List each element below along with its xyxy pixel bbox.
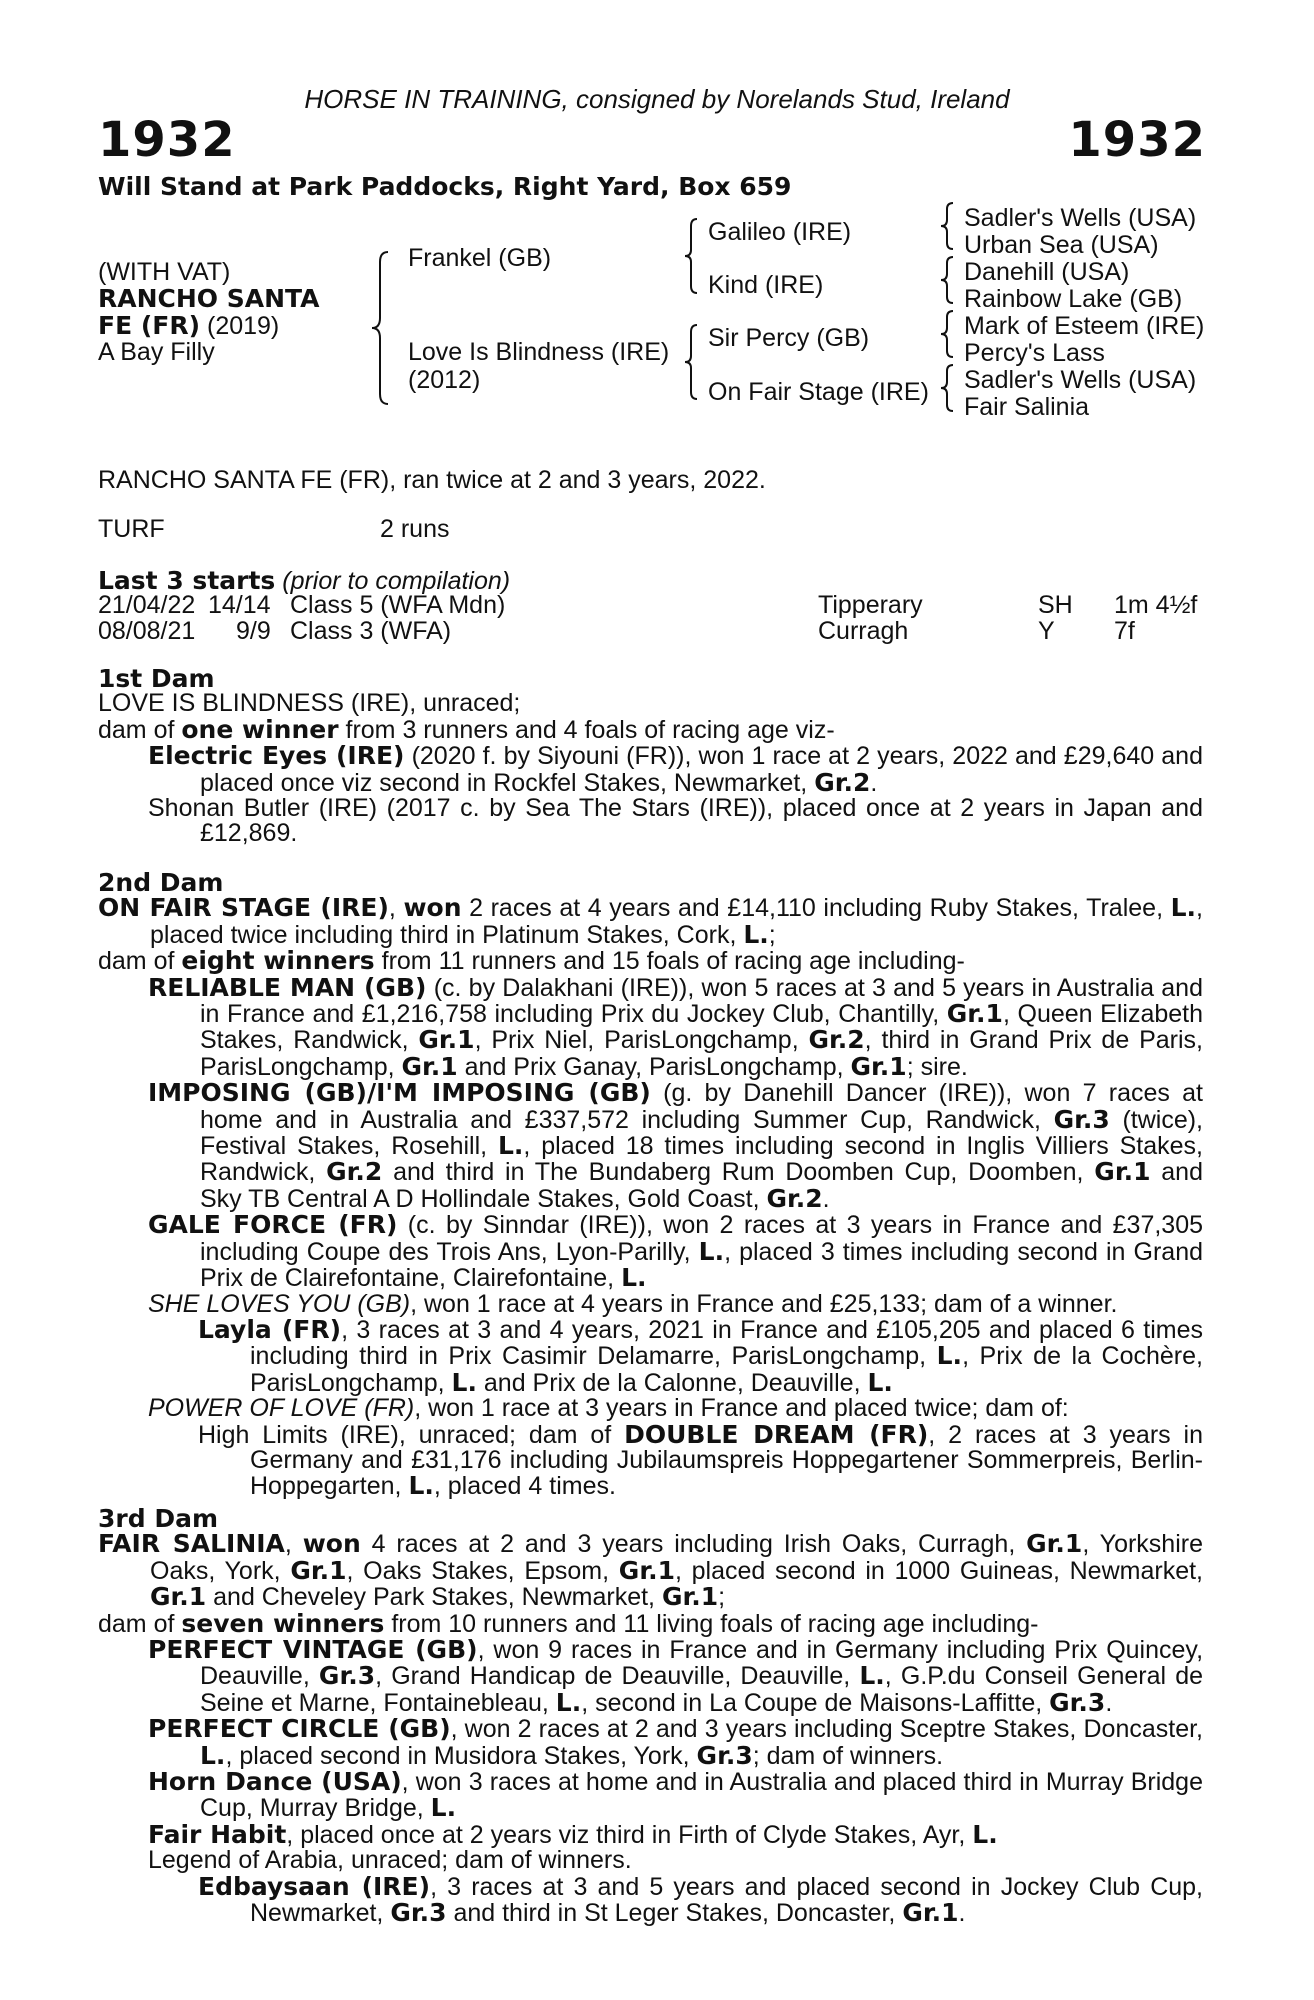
pedigree-brace-main xyxy=(368,248,394,408)
dam-sire: Sir Percy (GB) xyxy=(708,324,870,352)
ggs-1: Sadler's Wells (USA) xyxy=(964,204,1197,232)
start-row-2-race: Class 3 (WFA) xyxy=(290,617,452,645)
start-row-2-dist: 7f xyxy=(1114,617,1135,645)
ggs-8: Fair Salinia xyxy=(964,393,1090,421)
first-dam-heading: 1st Dam xyxy=(98,664,215,693)
second-dam-progeny-2: IMPOSING (GB)/I'M IMPOSING (GB) (g. by Danehill Dancer (IRE)), won 7 races at home and in Australia and £337,572 including Summer Cup, Randwick, Gr.3 (twice), Festival Stakes, Rosehill, L., placed 18 times including second in Inglis Villiers Stakes, Randwick, Gr.2 and third in The Bundaberg Rum Doomben Cup, Doomben, Gr.1 and Sky TB Central A D Hollindale Stakes, Gold Coast, Gr.2. xyxy=(148,1078,1204,1213)
pedigree-brace-dam xyxy=(682,322,702,402)
pedigree-brace-g1 xyxy=(938,200,958,252)
third-dam-section xyxy=(98,1506,1203,1927)
second-dam-grandprogeny-2: High Limits (IRE), unraced; dam of DOUBLE DREAM (FR), 2 races at 3 years in Germany and £31,176 including Jubilaumspreis Hoppegartener Sommerpreis, Berlin-Hoppegarten, L., placed 4 times. xyxy=(198,1419,1203,1501)
sire-sire: Galileo (IRE) xyxy=(708,218,852,246)
start-row-1-course: Tipperary xyxy=(818,591,923,619)
first-dam-progeny-2: Shonan Butler (IRE) (2017 c. by Sea The Stars (IRE)), placed once at 2 years in Japan and £12,869. xyxy=(148,794,1203,848)
ggs-4: Rainbow Lake (GB) xyxy=(964,285,1183,313)
start-row-1-going: SH xyxy=(1038,591,1073,619)
third-dam-progeny-1: PERFECT VINTAGE (GB), won 9 races in France and in Germany including Prix Quincey, Deauville, Gr.3, Grand Handicap de Deauville, Deauville, L., G.P.du Conseil General de Seine et Marne, Fontainebleau, L., second in La Coupe de Maisons-Laffitte, Gr.3. xyxy=(148,1635,1204,1717)
lot-number-left: 1932 xyxy=(98,112,236,168)
sire-dam: Kind (IRE) xyxy=(708,271,824,299)
third-dam-record: FAIR SALINIA, won 4 races at 2 and 3 years including Irish Oaks, Curragh, Gr.1, Yorkshire Oaks, York, Gr.1, Oaks Stakes, Epsom, Gr.1, placed second in 1000 Guineas, Newmarket, Gr.1 and Cheveley Park Stakes, Newmarket, Gr.1; xyxy=(98,1529,1203,1612)
third-dam-heading: 3rd Dam xyxy=(98,1504,218,1533)
start-row-2-course: Curragh xyxy=(818,617,909,645)
ggs-2: Urban Sea (USA) xyxy=(964,231,1159,259)
stand-location: Will Stand at Park Paddocks, Right Yard, Box 659 xyxy=(98,172,792,201)
race-summary: RANCHO SANTA FE (FR), ran twice at 2 and 3 years, 2022. xyxy=(98,466,766,494)
dam-name: Love Is Blindness (IRE) xyxy=(408,338,670,366)
third-dam-grandprogeny-1: Edbaysaan (IRE), 3 races at 3 and 5 years and placed second in Jockey Club Cup, Newmarket, Gr.3 and third in St Leger Stakes, Doncaster, Gr.1. xyxy=(198,1871,1204,1928)
first-dam-line: LOVE IS BLINDNESS (IRE), unraced; xyxy=(98,689,521,718)
second-dam-heading: 2nd Dam xyxy=(98,868,224,897)
dam-dam: On Fair Stage (IRE) xyxy=(708,378,929,406)
third-dam-produce-line: dam of seven winners from 10 runners and 11 living foals of racing age including- xyxy=(98,1608,1039,1638)
start-row-1-dist: 1m 4½f xyxy=(1114,591,1198,619)
last-starts-title: Last 3 starts xyxy=(98,566,276,595)
last-starts-note: (prior to compilation) xyxy=(275,567,511,595)
first-dam-section xyxy=(98,666,1203,847)
horse-name-line1: RANCHO SANTA xyxy=(98,284,320,313)
start-row-2-pos: 9/9 xyxy=(236,617,271,645)
third-dam-progeny-3: Horn Dance (USA), won 3 races at home and in Australia and placed third in Murray Bridge Cup, Murray Bridge, L. xyxy=(148,1767,1203,1823)
start-row-1-date: 21/04/22 xyxy=(98,591,196,619)
second-dam-progeny-5: POWER OF LOVE (FR), won 1 race at 3 years in France and placed twice; dam of: xyxy=(148,1394,1069,1423)
ggs-6: Percy's Lass xyxy=(964,339,1105,367)
consignment-line: HORSE IN TRAINING, consigned by Norelands Stud, Ireland xyxy=(304,84,1010,114)
first-dam-produce-line: dam of one winner from 3 runners and 4 foals of racing age viz- xyxy=(98,714,835,744)
second-dam-progeny-1: RELIABLE MAN (GB) (c. by Dalakhani (IRE)), won 5 races at 3 and 5 years in Australia and in France and £1,216,758 including Prix du Jockey Club, Chantilly, Gr.1, Queen Elizabeth Stakes, Randwick, Gr.1, Prix Niel, ParisLongchamp, Gr.2, third in Grand Prix de Paris, ParisLongchamp, Gr.1 and Prix Ganay, ParisLongchamp, Gr.1; sire. xyxy=(148,972,1204,1081)
horse-year: (2019) xyxy=(200,312,280,340)
second-dam-produce-line: dam of eight winners from 11 runners and 15 foals of racing age including- xyxy=(98,946,965,976)
dam-year: (2012) xyxy=(408,366,481,394)
third-dam-progeny-2: PERFECT CIRCLE (GB), won 2 races at 2 and 3 years including Sceptre Stakes, Doncaster, L., placed second in Musidora Stakes, York, Gr.3; dam of winners. xyxy=(148,1714,1203,1770)
start-row-1-race: Class 5 (WFA Mdn) xyxy=(290,591,506,619)
pedigree-brace-g4 xyxy=(938,362,958,414)
pedigree-brace-sire xyxy=(682,216,702,296)
start-row-1-pos: 14/14 xyxy=(208,591,271,619)
pedigree-brace-g3 xyxy=(938,308,958,360)
pedigree-brace-g2 xyxy=(938,254,958,306)
horse-description: A Bay Filly xyxy=(98,338,215,366)
third-dam-progeny-5: Legend of Arabia, unraced; dam of winners. xyxy=(148,1846,632,1875)
horse-name-line2 xyxy=(98,311,279,341)
ggs-5: Mark of Esteem (IRE) xyxy=(964,312,1205,340)
vat-note: (WITH VAT) xyxy=(98,258,231,286)
second-dam-progeny-3: GALE FORCE (FR) (c. by Sinndar (IRE)), won 2 races at 3 years in France and £37,305 including Coupe des Trois Ans, Lyon-Parilly, L., placed 3 times including second in Grand Prix de Clairefontaine, Clairefontaine, L. xyxy=(148,1210,1204,1293)
turf-runs: 2 runs xyxy=(380,515,450,543)
horse-name-suffix: FE (FR) xyxy=(98,311,201,340)
second-dam-record: ON FAIR STAGE (IRE), won 2 races at 4 years and £14,110 including Ruby Stakes, Tralee, L., placed twice including third in Platinum Stakes, Cork, L.; xyxy=(98,893,1203,949)
first-dam-progeny-1: Electric Eyes (IRE) (2020 f. by Siyouni (FR)), won 1 race at 2 years, 2022 and £29,640 and placed once viz second in Rockfel Stakes, Newmarket, Gr.2. xyxy=(148,741,1203,797)
second-dam-section xyxy=(98,870,1203,1500)
ggs-3: Danehill (USA) xyxy=(964,258,1130,286)
second-dam-progeny-4: SHE LOVES YOU (GB), won 1 race at 4 years in France and £25,133; dam of a winner. xyxy=(148,1289,1118,1318)
third-dam-progeny-4: Fair Habit, placed once at 2 years viz third in Firth of Clyde Stakes, Ayr, L. xyxy=(148,1819,998,1849)
ggs-7: Sadler's Wells (USA) xyxy=(964,366,1197,394)
start-row-2-going: Y xyxy=(1038,617,1055,645)
start-row-2-date: 08/08/21 xyxy=(98,617,196,645)
sire-name: Frankel (GB) xyxy=(408,244,552,272)
second-dam-grandprogeny-1: Layla (FR), 3 races at 3 and 4 years, 2021 in France and £105,205 and placed 6 times including third in Prix Casimir Delamarre, ParisLongchamp, L., Prix de la Cochère, ParisLongchamp, L. and Prix de la Calonne, Deauville, L. xyxy=(198,1314,1203,1397)
turf-label: TURF xyxy=(98,515,165,543)
lot-number-right: 1932 xyxy=(1068,112,1206,168)
